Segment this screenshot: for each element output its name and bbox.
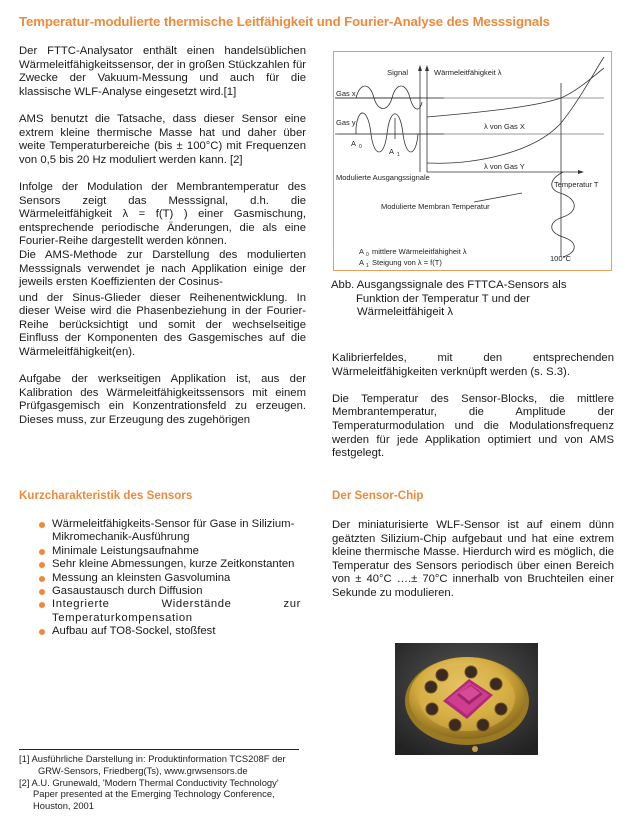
label-temperatur-t: Temperatur T bbox=[554, 180, 599, 189]
list-item: Messung an kleinsten Gasvolumina bbox=[39, 572, 301, 585]
label-lambda-gas-x: λ von Gas X bbox=[484, 122, 525, 131]
paragraph-ams-method: Die AMS-Methode zur Darstellung des modulierten Messsignals verwendet je nach Applikation einige der jeweils ersten Koeffizienten der Cosinus- bbox=[19, 248, 306, 289]
bullet-icon bbox=[39, 589, 45, 595]
bullet-icon bbox=[39, 602, 45, 608]
bullet-icon bbox=[39, 522, 45, 528]
label-modulierte-ausgangssignale: Modulierte Ausgangssignale bbox=[336, 173, 430, 182]
footnotes: [1] Ausführliche Darstellung in: Produktinformation TCS208F der GRW-Sensors, Friedberg(Ts), www.grwsensors.de [2] A.U. Grunewald, 'Modern Thermal Conductivity Technology' Paper presented at the Emerging Technology Conference, Houston, 2001 bbox=[19, 753, 286, 812]
footnote-1: [1] Ausführliche Darstellung in: Produktinformation TCS208F der bbox=[19, 753, 286, 764]
bullet-icon bbox=[39, 576, 45, 582]
svg-text:0: 0 bbox=[359, 144, 362, 150]
left-column bbox=[19, 45, 306, 428]
label-gas-y: Gas y bbox=[336, 118, 356, 127]
paragraph-temperatur-block: Die Temperatur des Sensor-Blocks, die mittlere Membrantemperatur, die Amplitude der Temperaturmodulation und die Modulationsfrequenz werden für jede Applikation optimiert und von AMS festgelegt. bbox=[332, 392, 614, 460]
list-item: Sehr kleine Abmessungen, kurze Zeitkonstanten bbox=[39, 558, 301, 571]
figure-caption: Abb. Ausgangssignale des FTTCA-Sensors als Funktion der Temperatur T und der Wärmeleitfähigeit λ bbox=[331, 279, 567, 319]
sensor-signal-diagram bbox=[333, 51, 612, 271]
paragraph-kalibrierfeld: Kalibrierfeldes, mit den entsprechenden Wärmeleitfähigkeiten verknüpft werden (s. S.3). bbox=[332, 352, 614, 378]
footnote-divider bbox=[19, 749, 299, 750]
bullet-icon bbox=[39, 549, 45, 555]
bullet-icon bbox=[39, 629, 45, 635]
svg-text:1: 1 bbox=[366, 263, 369, 269]
paragraph-ams: AMS benutzt die Tatsache, dass dieser Sensor eine extrem kleine thermische Masse hat und daher über weite Temperaturbereiche (bis ± 100°C) mit Frequenzen von 0,5 bis 20 Hz moduliert werden kann. [2] bbox=[19, 112, 306, 166]
label-waermeleitfaehigkeit: Wärmeleitfähigkeit λ bbox=[434, 68, 502, 77]
list-item: Integrierte Widerstände zur Temperaturkompensation bbox=[39, 598, 301, 625]
list-item: Wärmeleitfähigkeits-Sensor für Gase in Silizium-Mikromechanik-Ausführung bbox=[39, 518, 301, 545]
legend-a0: mittlere Wärmeleitfähigheit λ bbox=[372, 247, 467, 256]
label-a1-legend-symbol: A bbox=[359, 258, 365, 267]
right-column bbox=[332, 352, 614, 461]
page-title: Temperatur-modulierte thermische Leitfähigkeit und Fourier-Analyse des Messsignals bbox=[19, 14, 550, 29]
characteristics-list bbox=[39, 518, 301, 639]
heading-sensor-chip: Der Sensor-Chip bbox=[332, 489, 424, 502]
list-item: Gasaustausch durch Diffusion bbox=[39, 585, 301, 598]
svg-text:0: 0 bbox=[366, 252, 369, 258]
sensor-chip-photo bbox=[395, 643, 538, 755]
heading-kurzcharakteristik: Kurzcharakteristik des Sensors bbox=[19, 489, 193, 502]
label-100c: 100°C bbox=[550, 254, 571, 263]
bullet-icon bbox=[39, 562, 45, 568]
paragraph-sinus: und der Sinus-Glieder dieser Reihenentwicklung. In dieser Weise wird die Phasenbeziehung in der Fourier-Reihe berücksichtigt und somit der wechselseitige Einfluss der Komponenten des Gasgemisches auf die Wärmeleitfähigkeit(en). bbox=[19, 291, 306, 359]
paragraph-aufgabe: Aufgabe der werkseitigen Applikation ist, aus der Kalibration des Wärmeleitfähigkeitssensors mit einem Prüfgasgemisch ein Konzentrationsfeld zu erzeugen. Dieses muss, zur Erzeugung des zugehörigen bbox=[19, 373, 306, 427]
label-modulierte-membran-temperatur: Modulierte Membran Temperatur bbox=[381, 202, 490, 211]
legend-a1: Steigung von λ = f(T) bbox=[372, 258, 442, 267]
list-item: Aufbau auf TO8-Sockel, stoßfest bbox=[39, 625, 301, 638]
label-a0: A bbox=[351, 139, 357, 148]
svg-text:1: 1 bbox=[397, 152, 400, 158]
list-item: Minimale Leistungsaufnahme bbox=[39, 545, 301, 558]
paragraph-modulation: Infolge der Modulation der Membrantemperatur des Sensors zeigt das Messsignal, d.h. die Wärmeleitfähigkeit λ = f(T) ) einer Gasmischung, entsprechende periodische Änderungen, die als eine Fourier-Reihe dargestellt werden können. bbox=[19, 180, 306, 248]
footnote-2: [2] A.U. Grunewald, 'Modern Thermal Conductivity Technology' bbox=[19, 776, 279, 788]
label-a0-legend-symbol: A bbox=[359, 247, 365, 256]
label-gas-x: Gas x bbox=[336, 89, 356, 98]
label-signal: Signal bbox=[387, 68, 408, 77]
label-lambda-gas-y: λ von Gas Y bbox=[484, 162, 525, 171]
sensor-chip-text bbox=[332, 519, 614, 601]
paragraph-sensor-chip: Der miniaturisierte WLF-Sensor ist auf einem dünn geätzten Silizium-Chip aufgebaut und hat eine extrem kleine thermische Masse. Hierdurch wird es möglich, die Temperatur des Sensors periodisch über einen Bereich von ± 40°C ….± 70°C innerhalb von Bruchteilen einer Sekunde zu modulieren. bbox=[332, 519, 614, 599]
label-a1: A bbox=[389, 147, 395, 156]
paragraph-intro: Der FTTC-Analysator enthält einen handelsüblichen Wärmeleitfähigkeitssensor, der in großen Stückzahlen für Zwecke der Vakuum-Messung und auch für die klassische WLF-Analyse eingesetzt wird.[1] bbox=[19, 45, 306, 98]
